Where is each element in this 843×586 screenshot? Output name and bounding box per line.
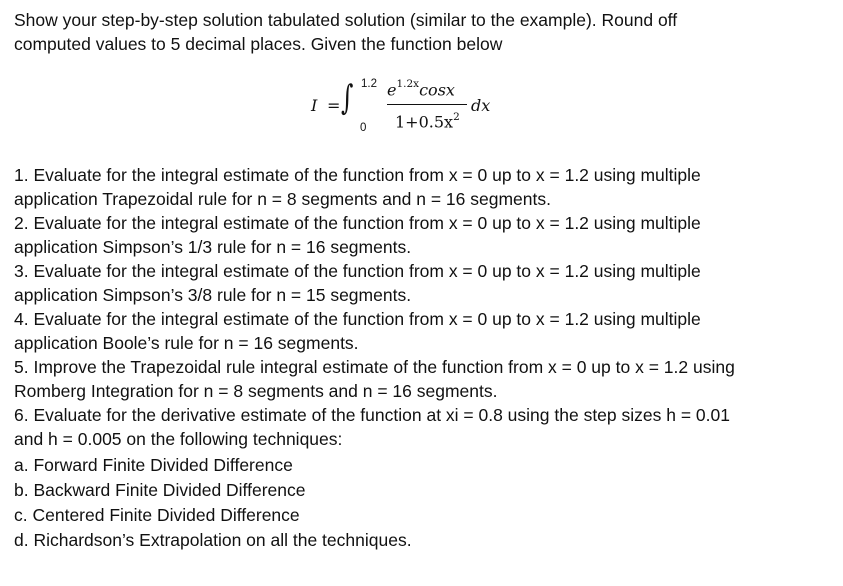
equation-lhs: I [311, 96, 318, 115]
item-line-15: c. Centered Finite Divided Difference [14, 505, 300, 525]
integral-sign: ∫ [341, 78, 354, 118]
item-line-6: application Simpson’s 3/8 rule for n = 15 segments. [14, 285, 412, 305]
item-line-10: Romberg Integration for n = 8 segments and n = 16 segments. [14, 381, 498, 401]
numerator-base: e [387, 80, 397, 100]
intro-line-2: computed values to 5 decimal places. Given the function below [14, 34, 503, 54]
integral-equation [305, 74, 545, 144]
item-line-13: a. Forward Finite Divided Difference [14, 455, 293, 475]
item-line-4: application Simpson’s 1/3 rule for n = 16 segments. [14, 237, 412, 257]
fraction-bar [387, 104, 467, 105]
item-line-12: and h = 0.005 on the following techniques: [14, 429, 343, 449]
item-line-16: d. Richardson’s Extrapolation on all the techniques. [14, 530, 412, 550]
integral-upper-limit: 1.2 [361, 78, 377, 90]
item-line-5: 3. Evaluate for the integral estimate of the function from x = 0 up to x = 1.2 using multiple [14, 261, 701, 281]
item-line-2: application Trapezoidal rule for n = 8 segments and n = 16 segments. [14, 189, 551, 209]
item-line-1: 1. Evaluate for the integral estimate of the function from x = 0 up to x = 1.2 using multiple [14, 165, 701, 185]
denominator-base: 1+0.5x [395, 112, 454, 132]
integral-lower-limit: 0 [360, 122, 367, 134]
item-line-9: 5. Improve the Trapezoidal rule integral estimate of the function from x = 0 up to x = 1.2 using [14, 357, 735, 377]
item-line-11: 6. Evaluate for the derivative estimate of the function at xi = 0.8 using the step sizes h = 0.01 [14, 405, 730, 425]
integrand-numerator [387, 80, 455, 99]
denominator-exponent: 2 [453, 111, 460, 123]
integrand-denominator [395, 112, 460, 131]
item-line-14: b. Backward Finite Divided Difference [14, 480, 306, 500]
numerator-cos: cosx [419, 80, 455, 100]
equation-equals: = [327, 96, 341, 115]
item-line-8: application Boole’s rule for n = 16 segments. [14, 333, 359, 353]
numerator-exponent: 1.2x [396, 78, 420, 90]
item-line-7: 4. Evaluate for the integral estimate of the function from x = 0 up to x = 1.2 using multiple [14, 309, 701, 329]
item-line-3: 2. Evaluate for the integral estimate of the function from x = 0 up to x = 1.2 using multiple [14, 213, 701, 233]
intro-line-1: Show your step-by-step solution tabulated solution (similar to the example). Round off [14, 10, 678, 30]
differential: dx [471, 96, 491, 115]
